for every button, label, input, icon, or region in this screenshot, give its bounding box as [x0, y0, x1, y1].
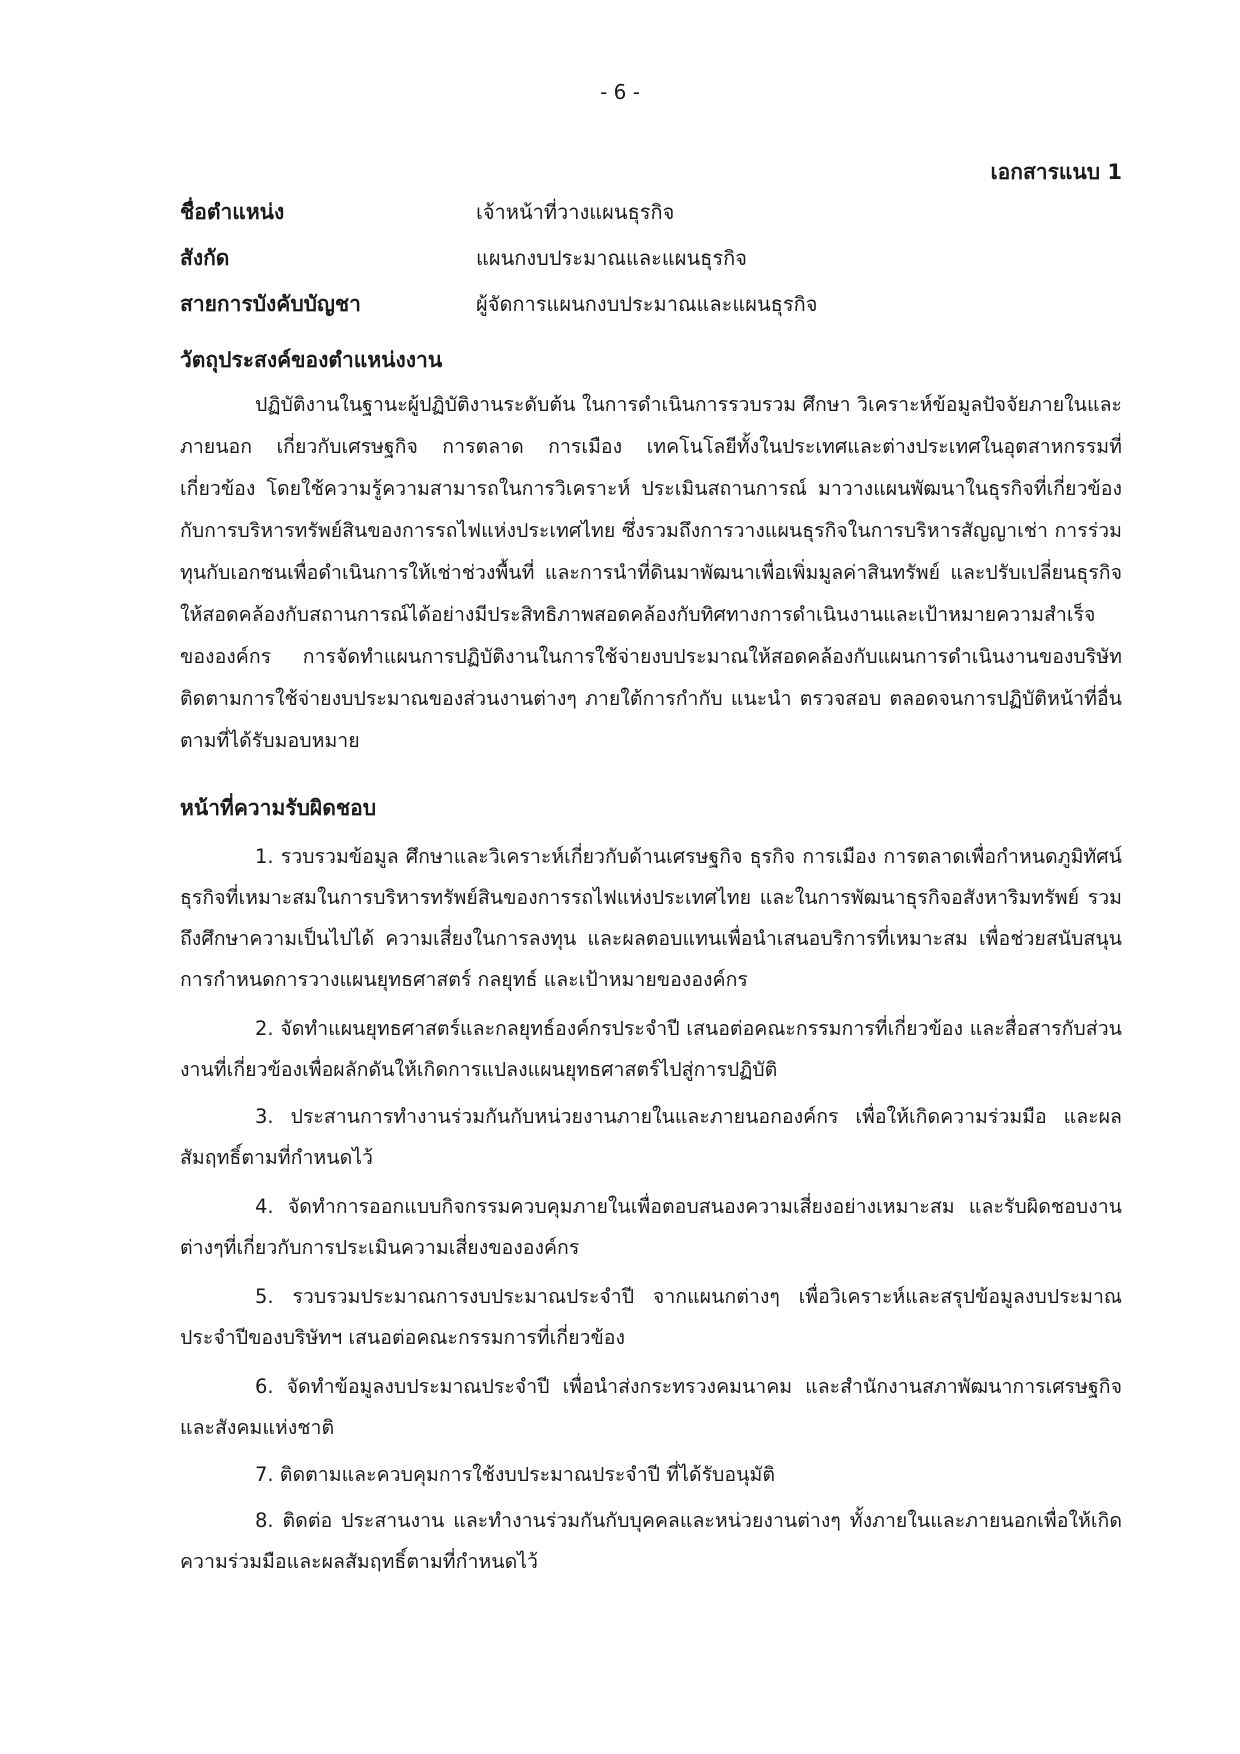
duty-item-7: 7. ติดตามและควบคุมการใช้งบประมาณประจำปี ที่ได้รับอนุมัติ — [255, 1463, 775, 1486]
objective-paragraph: ปฏิบัติงานในฐานะผู้ปฏิบัติงานระดับต้น ในการดำเนินการรวบรวม ศึกษา วิเคราะห์ข้อมูลปัจจัยภายในและภายนอก เกี่ยวกับเศรษฐกิจ การตลาด การเมือง เทคโนโลยีทั้งในประเทศและต่างประเทศในอุตสาหกรรมที่เกี่ยวข้อง โดยใช้ความรู้ความสามารถในการวิเคราะห์ ประเมินสถานการณ์ มาวางแผนพัฒนาในธุรกิจที่เกี่ยวข้องกับการบริหารทรัพย์สินของการรถไฟแห่งประเทศไทย ซึ่งรวมถึงการวางแผนธุรกิจในการบริหารสัญญาเช่า การร่วมทุนกับเอกชนเพื่อดำเนินการให้เช่าช่วงพื้นที่ และการนำที่ดินมาพัฒนาเพื่อเพิ่มมูลค่าสินทรัพย์ และปรับเปลี่ยนธุรกิจให้สอดคล้องกับสถานการณ์ได้อย่างมีประสิทธิภาพสอดคล้องกับทิศทางการดำเนินงานและเป้าหมายความสำเร็จขององค์กร การจัดทำแผนการปฏิบัติงานในการใช้จ่ายงบประมาณให้สอดคล้องกับแผนการดำเนินงานของบริษัท ติดตามการใช้จ่ายงบประมาณของส่วนงานต่างๆ ภายใต้การกำกับ แนะนำ ตรวจสอบ ตลอดจนการปฏิบัติหน้าที่อื่นตามที่ได้รับมอบหมาย — [180, 393, 1122, 752]
info-row-supervisor — [180, 288, 1130, 334]
position-value: เจ้าหน้าที่วางแผนธุรกิจ — [476, 200, 675, 224]
position-info — [180, 196, 1130, 334]
duty-item-8: 8. ติดต่อ ประสานงาน และทำงานร่วมกันกับบุคคลและหน่วยงานต่างๆ ทั้งภายในและภายนอกเพื่อให้เกิดความร่วมมือและผลสัมฤทธิ์ตามที่กำหนดไว้ — [180, 1509, 1122, 1573]
department-label: สังกัด — [180, 246, 230, 270]
supervisor-value: ผู้จัดการแผนกงบประมาณและแผนธุรกิจ — [476, 292, 818, 316]
attachment-label: เอกสารแนบ 1 — [990, 160, 1122, 184]
department-value: แผนกงบประมาณและแผนธุรกิจ — [476, 246, 747, 270]
info-row-position — [180, 196, 1130, 242]
duty-item-3: 3. ประสานการทำงานร่วมกันกับหน่วยงานภายในและภายนอกองค์กร เพื่อให้เกิดความร่วมมือ และผลสัมฤทธิ์ตามที่กำหนดไว้ — [180, 1105, 1122, 1169]
duty-item-1: 1. รวบรวมข้อมูล ศึกษาและวิเคราะห์เกี่ยวกับด้านเศรษฐกิจ ธุรกิจ การเมือง การตลาดเพื่อกำหนดภูมิทัศน์ธุรกิจที่เหมาะสมในการบริหารทรัพย์สินของการรถไฟแห่งประเทศไทย และในการพัฒนาธุรกิจอสังหาริมทรัพย์ รวมถึงศึกษาความเป็นไปได้ ความเสี่ยงในการลงทุน และผลตอบแทนเพื่อนำเสนอบริการที่เหมาะสม เพื่อช่วยสนับสนุนการกำหนดการวางแผนยุทธศาสตร์ กลยุทธ์ และเป้าหมายขององค์กร — [180, 845, 1122, 991]
duty-item-5: 5. รวบรวมประมาณการงบประมาณประจำปี จากแผนกต่างๆ เพื่อวิเคราะห์และสรุปข้อมูลงบประมาณประจำปีของบริษัทฯ เสนอต่อคณะกรรมการที่เกี่ยวข้อง — [180, 1285, 1122, 1349]
duties-heading: หน้าที่ความรับผิดชอบ — [180, 796, 377, 820]
page-number: - 6 - — [600, 80, 640, 104]
duty-item-2: 2. จัดทำแผนยุทธศาสตร์และกลยุทธ์องค์กรประจำปี เสนอต่อคณะกรรมการที่เกี่ยวข้อง และสื่อสารกับส่วนงานที่เกี่ยวข้องเพื่อผลักดันให้เกิดการแปลงแผนยุทธศาสตร์ไปสู่การปฏิบัติ — [180, 1017, 1122, 1081]
duty-item-4: 4. จัดทำการออกแบบกิจกรรมควบคุมภายในเพื่อตอบสนองความเสี่ยงอย่างเหมาะสม และรับผิดชอบงานต่างๆที่เกี่ยวกับการประเมินความเสี่ยงขององค์กร — [180, 1195, 1122, 1259]
position-label: ชื่อตำแหน่ง — [180, 200, 285, 224]
supervisor-label: สายการบังคับบัญชา — [180, 292, 361, 316]
objective-heading: วัตถุประสงค์ของตำแหน่งงาน — [180, 348, 443, 372]
duty-item-6: 6. จัดทำข้อมูลงบประมาณประจำปี เพื่อนำส่งกระทรวงคมนาคม และสำนักงานสภาพัฒนาการเศรษฐกิจและสังคมแห่งชาติ — [180, 1375, 1122, 1439]
info-row-department — [180, 242, 1130, 288]
